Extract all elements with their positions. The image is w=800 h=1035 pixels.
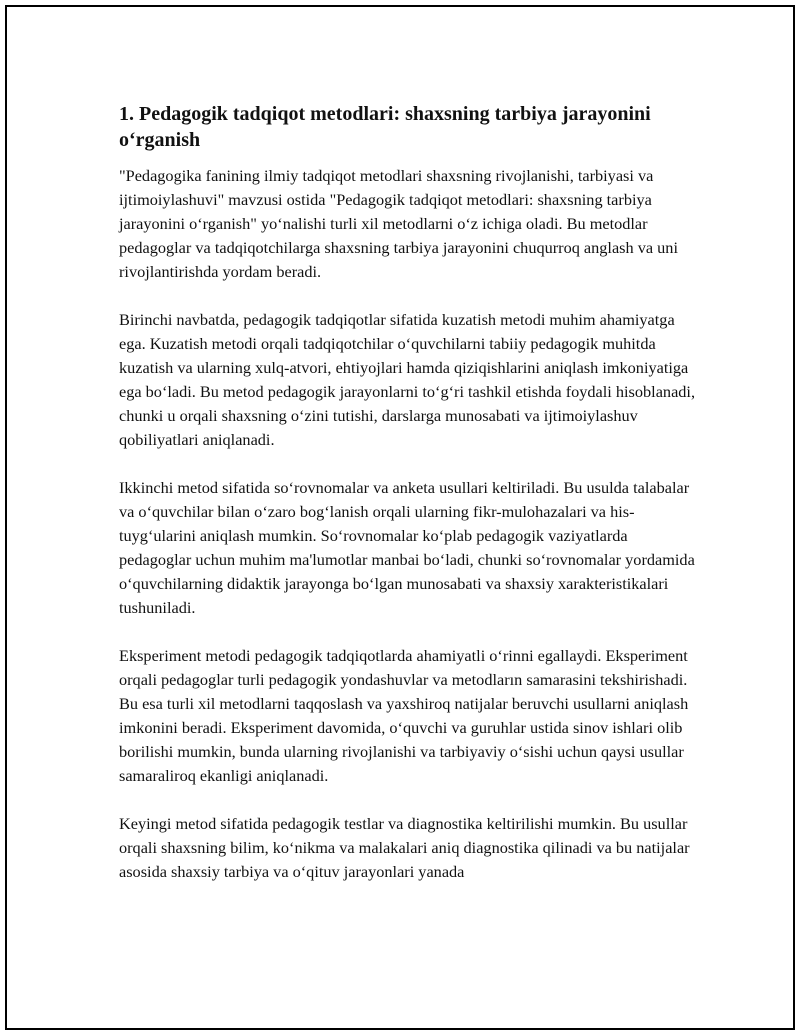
paragraph-introduction: "Pedagogika fanining ilmiy tadqiqot metodlari shaxsning rivojlanishi, tarbiyasi va ijtimoiylashuvi" mavzusi ostida "Pedagogik tadqiqot metodlari: shaxsning tarbiya jarayonini o‘rganish" yo‘nalishi turli xil metodlarni o‘z ichiga oladi. Bu metodlar pedagoglar va tadqiqotchilarga shaxsning tarbiya jarayonini chuqurroq anglash va uni rivojlantirishda yordam beradi. xyxy=(119,166,678,281)
paragraph-tests-diagnostics: Keyingi metod sifatida pedagogik testlar va diagnostika keltirilishi mumkin. Bu usullar orqali shaxsning bilim, ko‘nikma va malakalari aniq diagnostika qilinadi va bu natijalar asosida shaxsiy tarbiya va o‘qituv jarayonlari yanada xyxy=(119,814,690,881)
paragraph-observation-method: Birinchi navbatda, pedagogik tadqiqotlar sifatida kuzatish metodi muhim ahamiyatga ega. Kuzatish metodi orqali tadqiqotchilar o‘quvchilarni tabiiy pedagogik muhitda kuzatish va ularning xulq-atvori, ehtiyojlari hamda qiziqishlarini aniqlash imkoniyatiga ega bo‘ladi. Bu metod pedagogik jarayonlarni to‘g‘ri tashkil etishda foydali hisoblanadi, chunki u orqali shaxsning o‘zini tutishi, darslarga munosabati va ijtimoiylashuv qobiliyatlari aniqlanadi. xyxy=(119,310,696,449)
paragraph-survey-method: Ikkinchi metod sifatida so‘rovnomalar va anketa usullari keltiriladi. Bu usulda talabalar va o‘quvchilar bilan o‘zaro bog‘lanish orqali ularning fikr-mulohazalari va his-tuyg‘ularini aniqlash mumkin. So‘rovnomalar ko‘plab pedagogik vaziyatlarda pedagoglar uchun muhim ma'lumotlar manbai bo‘ladi, chunki so‘rovnomalar yordamida o‘quvchilarning didaktik jarayonga bo‘lgan munosabati va shaxsiy xarakteristikalari tushuniladi. xyxy=(119,478,695,617)
document-page xyxy=(5,5,795,1030)
paragraph-experiment-method: Eksperiment metodi pedagogik tadqiqotlarda ahamiyatli o‘rinni egallaydi. Eksperiment orqali pedagoglar turli pedagogik yondashuvlar va metodların samarasini tekshirishadi. Bu esa turli xil metodlarni taqqoslash va yaxshiroq natijalar beruvchi usullarni aniqlash imkonini beradi. Eksperiment davomida, o‘quvchi va guruhlar ustida sinov ishlari olib borilishi mumkin, bunda ularning rivojlanishi va tarbiyaviy o‘sishi uchun qaysi usullar samaraliroq ekanligi aniqlanadi. xyxy=(119,646,689,785)
section-title: 1. Pedagogik tadqiqot metodlari: shaxsning tarbiya jarayonini o‘rganish xyxy=(119,103,651,151)
document-body xyxy=(119,101,699,908)
